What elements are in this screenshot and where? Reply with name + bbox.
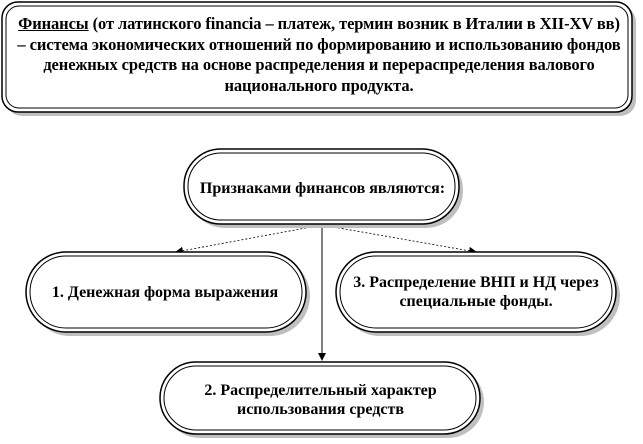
definition-text bbox=[14, 14, 624, 96]
feature-3-label bbox=[345, 258, 607, 326]
feature-2-label-text: 2. Распределительный характер использования средств bbox=[204, 382, 437, 418]
center-box-label bbox=[190, 156, 455, 220]
center-box-label-text: Признаками финансов являются: bbox=[199, 179, 446, 197]
connector-to-feature-3 bbox=[322, 225, 476, 252]
feature-2-label bbox=[168, 368, 473, 432]
feature-3-label-text: 3. Распределение ВНП и НД через специальные фонды. bbox=[353, 274, 599, 310]
feature-1-label-text: 1. Денежная форма выражения bbox=[51, 283, 279, 301]
connector-to-feature-1 bbox=[176, 225, 322, 252]
definition-term: Финансы bbox=[18, 14, 89, 33]
feature-1-label bbox=[34, 258, 296, 326]
definition-body: (от латинского financia – платеж, термин возник в Италии в XII-XV вв) – система экономических отношений по формированию и использованию фондов денежных средств на основе распределения и перераспределения валового национального продукта. bbox=[17, 14, 621, 95]
